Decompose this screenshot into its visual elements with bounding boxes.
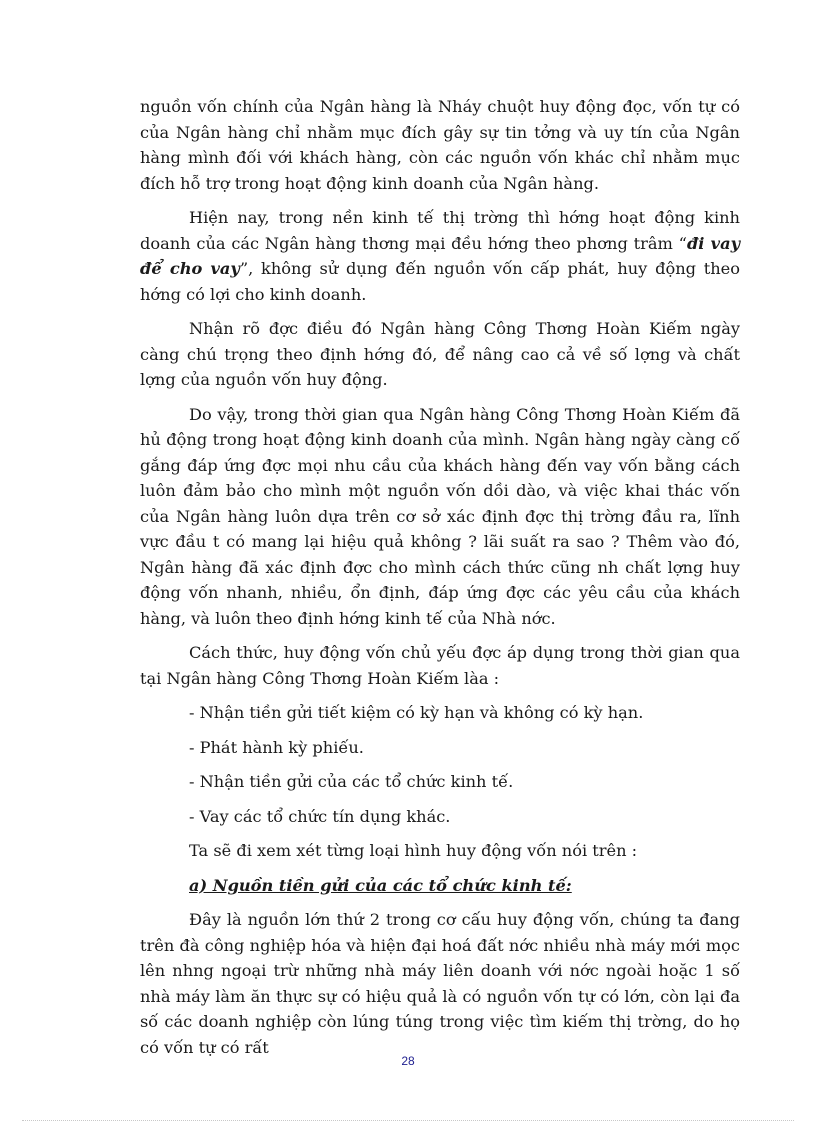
list-item: - Phát hành kỳ phiếu. [189,737,364,757]
page-number: 28 [401,1054,415,1068]
page-bottom-divider [22,1120,794,1121]
paragraph-2-text-end: ”, không sử dụng đến nguồn vốn cấp phát, huy động theo hớng có lợi cho kinh doanh. [140,259,740,304]
paragraph-3: Nhận rõ đợc điều đó Ngân hàng Công Thơng Hoàn Kiếm ngày càng chú trọng theo định hớng đó, để nâng cao cả về số lợng và chất lợng của nguồn vốn huy động. [140,319,740,389]
paragraph-2 [140,205,740,307]
paragraph-7: Đây là nguồn lớn thứ 2 trong cơ cấu huy động vốn, chúng ta đang trên đà công nghiệp hóa và hiện đại hoá đất nớc nhiều nhà máy mới mọc lên nhng ngoại trừ những nhà máy liên doanh với nớc ngoài hoặc 1 số nhà máy làm ăn thực sự có hiệu quả là có nguồn vốn tự có lớn, còn lại đa số các doanh nghiệp còn lúng túng trong việc tìm kiếm thị trờng, do họ có vốn tự có rất [140,910,740,1057]
paragraph-4: Do vậy, trong thời gian qua Ngân hàng Công Thơng Hoàn Kiếm đã hủ động trong hoạt động kinh doanh của mình. Ngân hàng ngày càng cố gắng đáp ứng đợc mọi nhu cầu của khách hàng đến vay vốn bằng cách luôn đảm bảo cho mình một nguồn vốn dồi dào, và việc khai thác vốn của Ngân hàng luôn dựa trên cơ sở xác định đợc thị trờng đầu ra, lĩnh vực đầu t có mang lại hiệu quả không ? lãi suất ra sao ? Thêm vào đó, Ngân hàng đã xác định đợc cho mình cách thức cũng nh chất lợng huy động vốn nhanh, nhiều, ổn định, đáp ứng đợc các yêu cầu của khách hàng, và luôn theo định hớng kinh tế của Nhà nớc. [140,404,740,628]
paragraph-2-text-start: Hiện nay, trong nền kinh tế thị trờng thì hớng hoạt động kinh doanh của các Ngân hàng thơng mại đều hớng theo phơng trâm “ [140,208,740,253]
section-heading: a) Nguồn tiền gửi của các tổ chức kinh tế: [189,875,572,895]
list-item: - Nhận tiền gửi của các tổ chức kinh tế. [189,772,514,791]
paragraph-2-emphasis: đi vay để cho vay [140,233,740,278]
paragraph-6: Ta sẽ đi xem xét từng loại hình huy động vốn nói trên : [189,841,638,860]
document-body [140,94,740,1069]
list-item: - Vay các tổ chức tín dụng khác. [189,806,451,826]
paragraph-1: nguồn vốn chính của Ngân hàng là Nháy chuột huy động đọc, vốn tự có của Ngân hàng chỉ nhằm mục đích gây sự tin tởng và uy tín của Ngân hàng mình đối với khách hàng, còn các nguồn vốn khác chỉ nhằm mục đích hỗ trợ trong hoạt động kinh doanh của Ngân hàng. [140,97,740,193]
paragraph-5: Cách thức, huy động vốn chủ yếu đợc áp dụng trong thời gian qua tại Ngân hàng Công Thơng Hoàn Kiếm làa : [140,643,740,688]
list-item: - Nhận tiền gửi tiết kiệm có kỳ hạn và không có kỳ hạn. [189,703,644,722]
